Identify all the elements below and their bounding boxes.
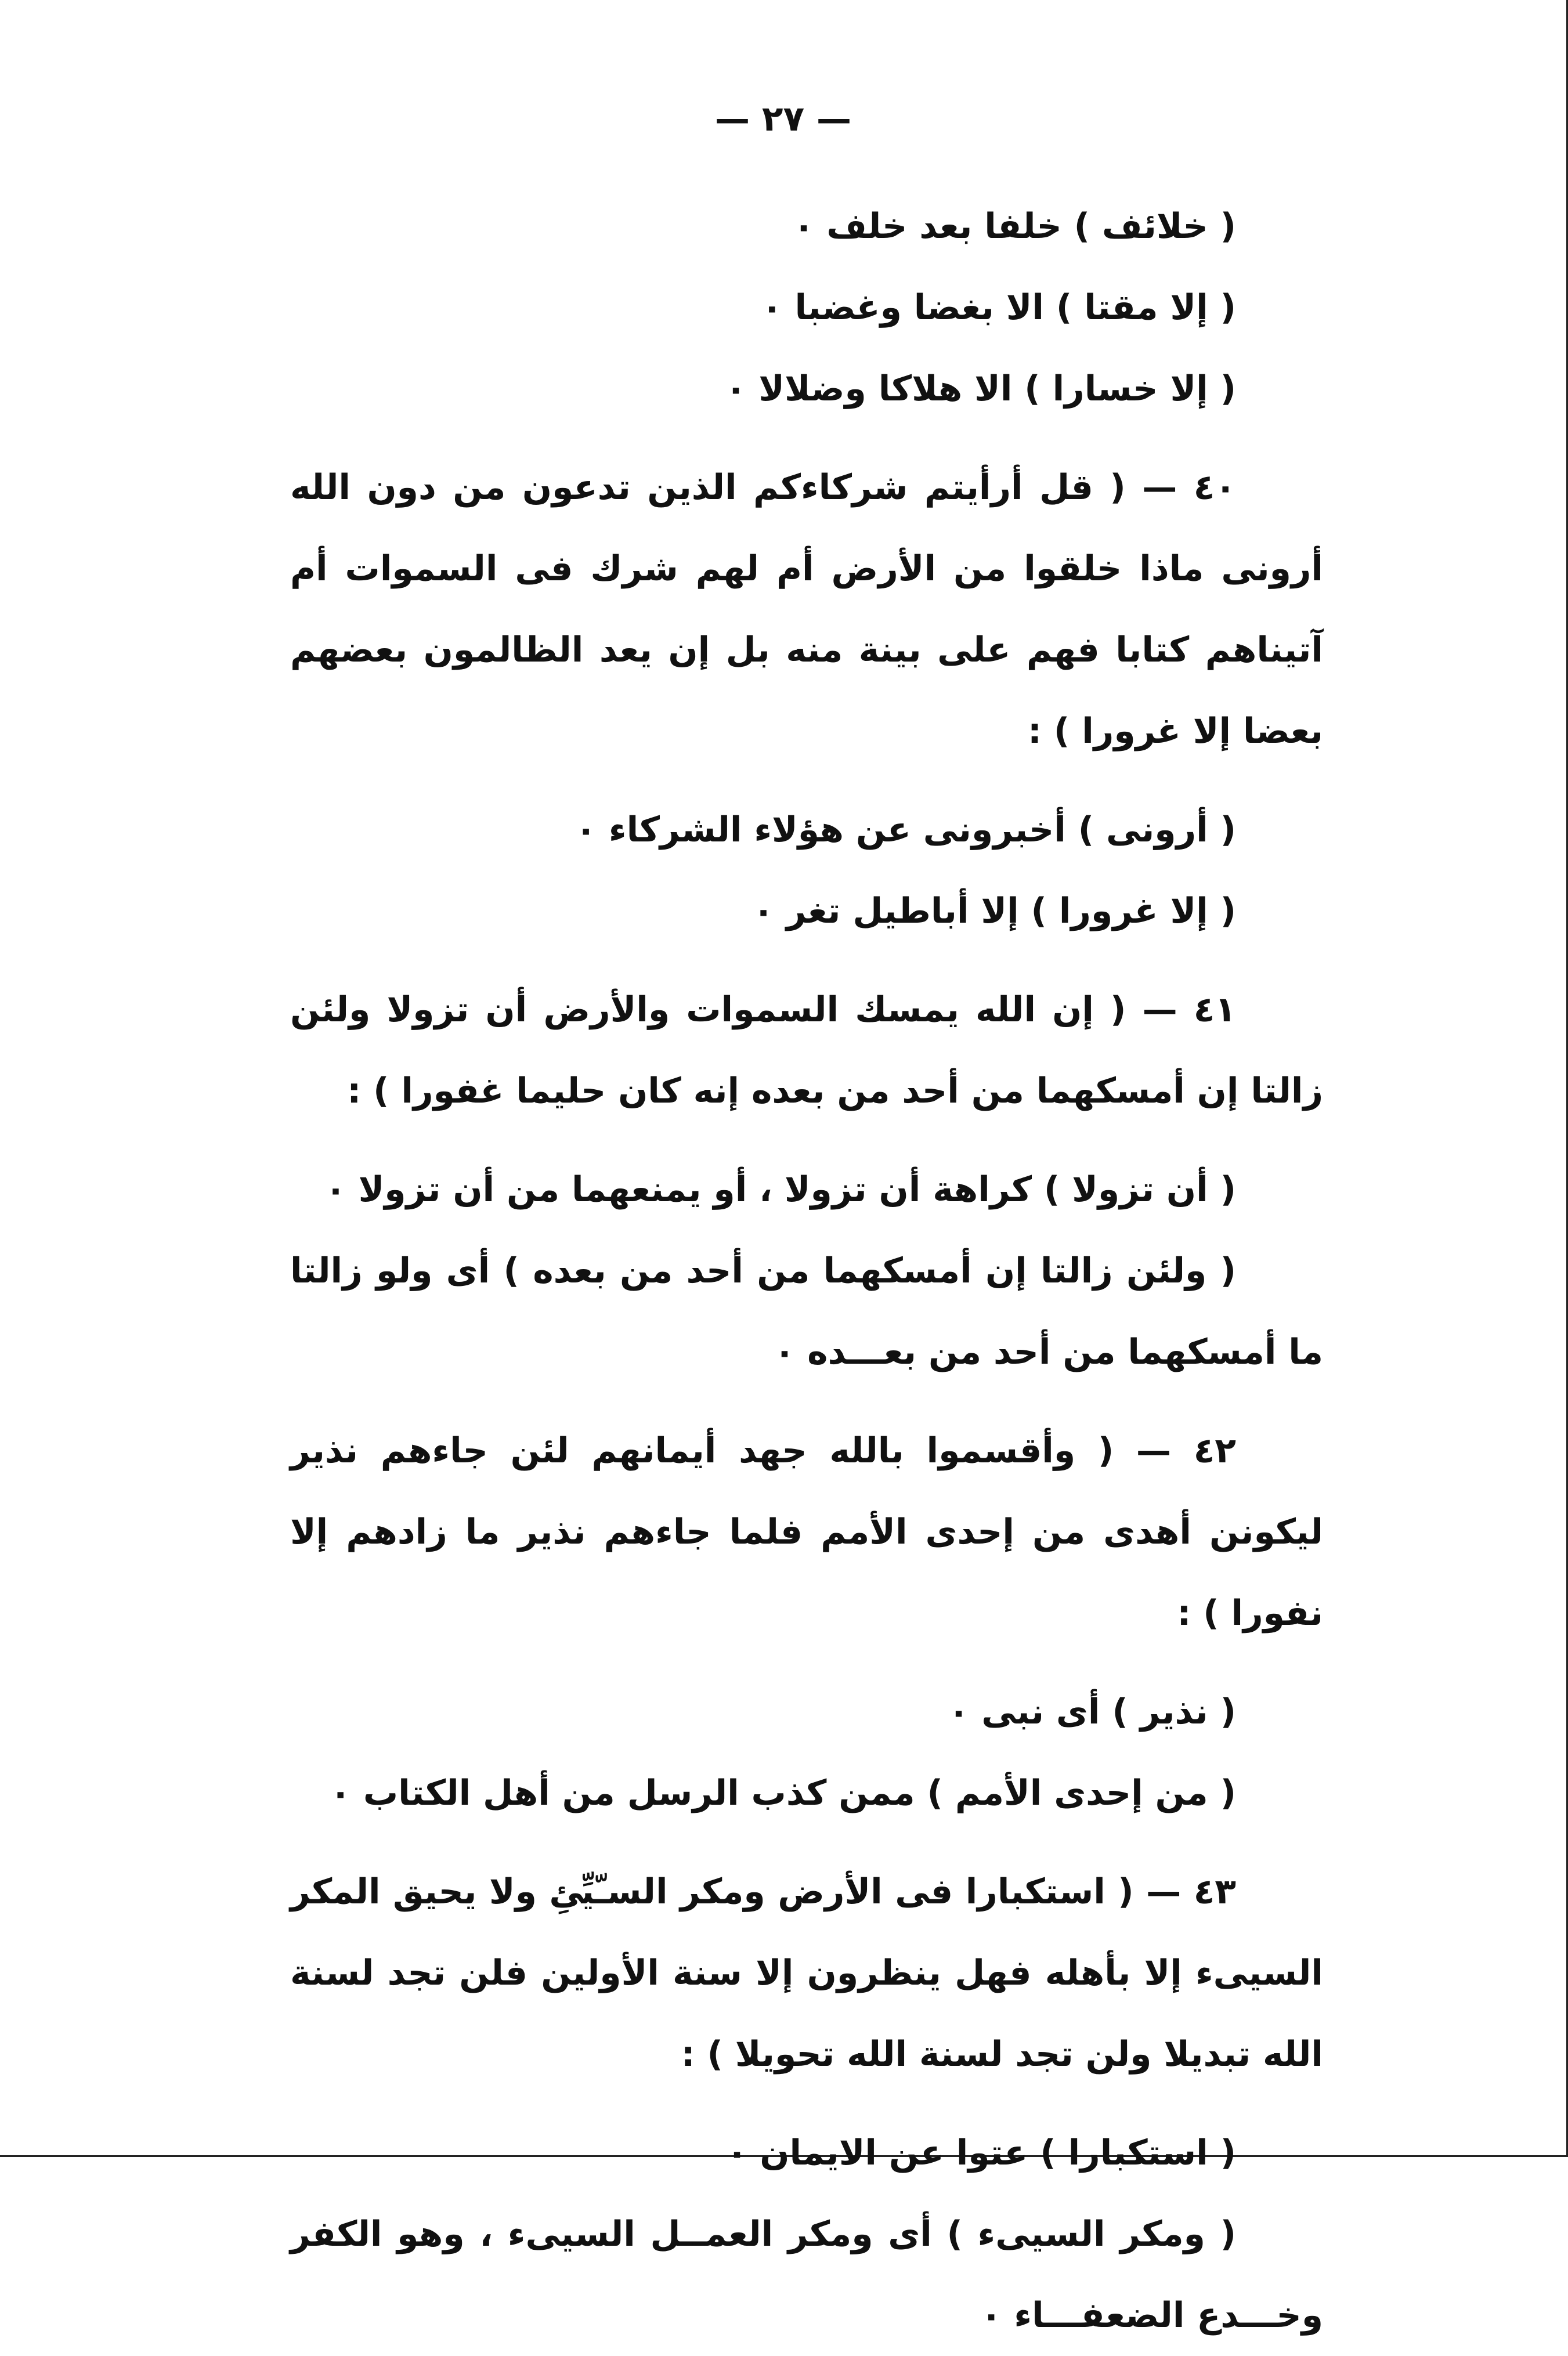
gloss-line: ( أرونى ) أخبرونى عن هؤلاء الشركاء ٠ bbox=[575, 810, 1236, 850]
verse-paragraph: ٤٠ — ( قل أرأيتم شركاءكم الذين تدعون من دون الله أرونى ماذا خلقوا من الأرض أم لهم شرك فى السموات أم آتيناهم كتابا فهم على بينة منه بل إن يعد الظالمون بعضهم بعضا إلا غرورا ) : bbox=[290, 467, 1323, 751]
gloss-line: ( استكبارا ) عتوا عن الايمان ٠ bbox=[726, 2133, 1236, 2173]
gloss-line: ( من إحدى الأمم ) ممن كذب الرسل من أهل الكتاب ٠ bbox=[330, 1773, 1236, 1813]
verse-paragraph: ( ولئن زالتا إن أمسكهما من أحد من بعده ) أى ولو زالتا ما أمسكهما من أحد من بعـــده ٠ bbox=[290, 1251, 1323, 1372]
page-number: — ٢٧ — bbox=[714, 99, 852, 139]
verse-paragraph: ٤٣ — ( استكبارا فى الأرض ومكر السـّيِّئِ ولا يحيق المكر السيىء إلا بأهله فهل ينظرون إلا سنة الأولين فلن تجد لسنة الله تبديلا ولن تجد لسنة الله تحويلا ) : bbox=[290, 1871, 1323, 2075]
gloss-line: ( إلا غرورا ) إلا أباطيل تغر ٠ bbox=[753, 891, 1236, 931]
gloss-line: ( نذير ) أى نبى ٠ bbox=[948, 1692, 1236, 1732]
gloss-line: ( خلائف ) خلفا بعد خلف ٠ bbox=[793, 206, 1236, 247]
gloss-line: ( إلا مقتا ) الا بغضا وغضبا ٠ bbox=[761, 287, 1236, 328]
verse-paragraph: ( ومكر السيىء ) أى ومكر العمــل السيىء ، وهو الكفر وخـــدع الضعفـــاء ٠ bbox=[290, 2214, 1323, 2336]
verse-paragraph: ٤٢ — ( وأقسموا بالله جهد أيمانهم لئن جاءهم نذير ليكونن أهدى من إحدى الأمم فلما جاءهم نذير ما زادهم إلا نفورا ) : bbox=[290, 1430, 1323, 1634]
gloss-line: ( إلا خسارا ) الا هلاكا وضلالا ٠ bbox=[725, 368, 1236, 409]
gloss-line: ( أن تزولا ) كراهة أن تزولا ، أو يمنعهما من أن تزولا ٠ bbox=[325, 1169, 1236, 1210]
verse-paragraph: ٤١ — ( إن الله يمسك السموات والأرض أن تزولا ولئن زالتا إن أمسكهما من أحد من بعده إنه كان حليما غفورا ) : bbox=[290, 989, 1323, 1111]
page-body bbox=[290, 186, 1323, 2356]
